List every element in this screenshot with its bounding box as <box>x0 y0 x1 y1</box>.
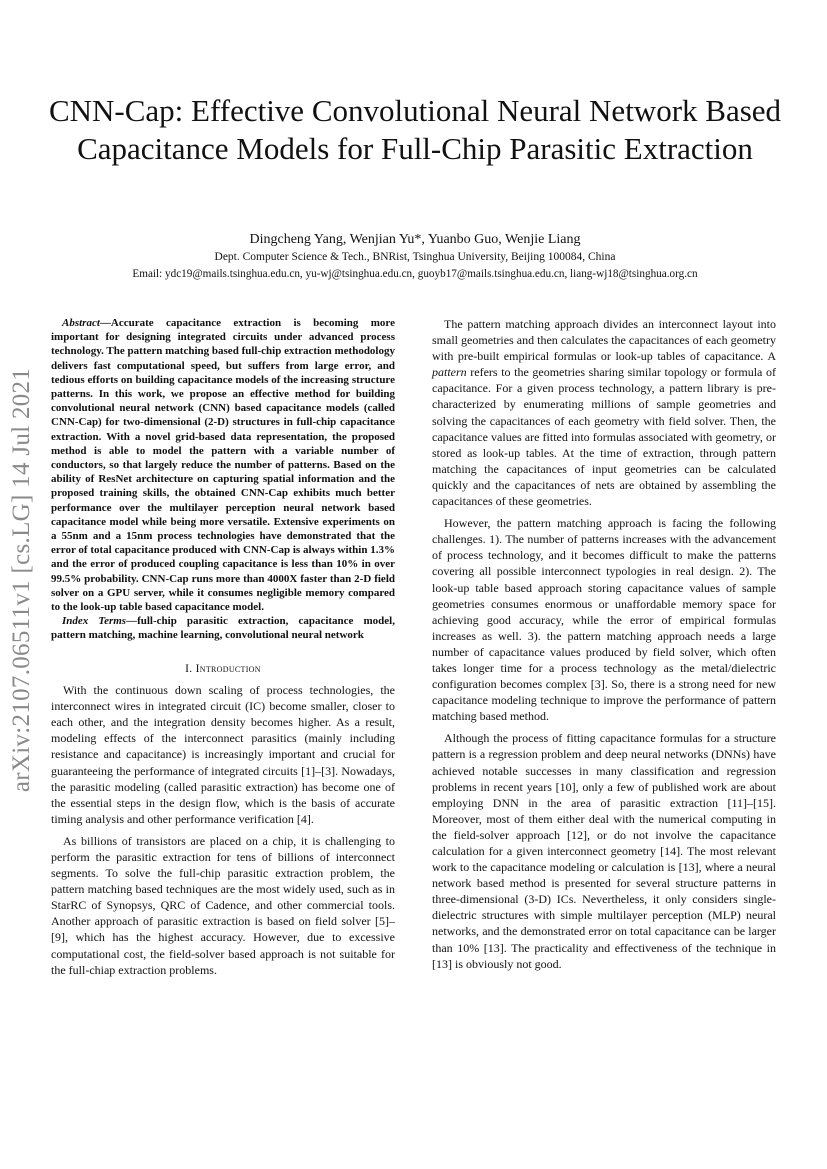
section-heading-introduction: I. Introduction <box>185 662 261 675</box>
pattern-emphasis: pattern <box>432 365 467 380</box>
left-column <box>51 316 395 1146</box>
arxiv-identifier: arXiv:2107.06511v1 [cs.LG] 14 Jul 2021 <box>8 367 35 793</box>
abstract-label: Abstract <box>62 317 100 329</box>
index-terms <box>51 614 395 642</box>
intro-paragraph-3: The pattern matching approach divides an interconnect layout into small geometries and then calculates the capacitances of each geometry with pre-built empirical formulas or look-up tables of capacitance. A pattern refers to the geometries sharing similar topology or formula of capacitance. For a given process technology, a pattern library is pre-characterized by enumerating millions of sample geometries and solving the capacitances of each geometry with field solver. Then, the capacitance values are fitted into formulas associated with geometry, or stored as look-up tables. At the time of extraction, through pattern matching the capacitances of input geometries can be calculated quickly and the capacitances of nets are obtained by assembling the capacitances of these geometries. <box>432 317 776 509</box>
paper-authors: Dingcheng Yang, Wenjian Yu*, Yuanbo Guo, Wenjie Liang <box>249 232 581 247</box>
paper-affiliation: Dept. Computer Science & Tech., BNRist, Tsinghua University, Beijing 100084, China <box>214 251 616 263</box>
intro-paragraph-5: Although the process of fitting capacitance formulas for a structure pattern is a regression problem and deep neural networks (DNNs) have achieved notable successes in many classification and regression problems in recent years [10], only a few of published work are about employing DNN in the area of parasitic extraction [11]–[15]. Moreover, most of them either deal with the numerical computing in the field-solver approach [12], or do not involve the capacitance calculation for a given interconnect geometry [14]. The most relevant work to the capacitance modeling or calculation is [13], where a neural network based method is presented for several structure patterns in three-dimensional (3-D) ICs. Nevertheless, it only considers single-dielectric structures with simple multilayer perception (MLP) neural networks, and the demonstrated error on total capacitance can be larger than 10% [13]. The practicality and effectiveness of the technique in [13] is obviously not good. <box>432 731 776 971</box>
abstract <box>51 316 395 614</box>
right-column <box>432 316 776 1146</box>
paper-title: CNN-Cap: Effective Convolutional Neural Network Based Capacitance Models for Full-Chip Parasitic Extraction <box>48 93 782 166</box>
intro-paragraph-4: However, the pattern matching approach is facing the following challenges. 1). The number of patterns increases with the advancement of process technology, and it becomes difficult to make the patterns covering all possible interconnect typologies in real design. 2). The look-up table based approach storing capacitance values of sample geometries consumes enormous or unaffordable memory space for achieving good accuracy, while the error of empirical formulas increases as well. 3). the pattern matching approach needs a large number of capacitance values produced by field solver, which often takes longer time for a process technology as the metal/dielectric configuration becomes complex [3]. So, there is a strong need for new capacitance modeling technique to improve the performance of pattern matching based method. <box>432 516 776 724</box>
index-terms-text: —full-chip parasitic extraction, capacitance model, pattern matching, machine learning, convolutional neural network <box>51 615 395 642</box>
paper-email: Email: ydc19@mails.tsinghua.edu.cn, yu-wj@tsinghua.edu.cn, guoyb17@mails.tsinghua.edu.cn, liang-wj18@tsinghua.org.cn <box>132 268 698 280</box>
index-terms-label: Index Terms <box>62 615 127 628</box>
arxiv-sidebar <box>2 250 42 910</box>
intro-paragraph-1: With the continuous down scaling of process technologies, the interconnect wires in integrated circuit (IC) become smaller, closer to each other, and the integration density becomes higher. As a result, modeling effects of the interconnect parasitics (mainly including resistance and capacitance) is increasingly important and crucial for guaranteeing the performance of integrated circuits [1]–[3]. Nowadays, the parasitic modeling (called parasitic extraction) has become one of the essential steps in the design flow, which is the basis of accurate timing analysis and other performance verification [4]. <box>51 683 395 826</box>
intro-paragraph-2: As billions of transistors are placed on a chip, it is challenging to perform the parasitic extraction for tens of billions of interconnect segments. To solve the full-chip parasitic extraction problem, the pattern matching based techniques are the most widely used, such as in StarRC of Synopsys, QRC of Cadence, and other commercial tools. Another approach of parasitic extraction is based on field solver [5]–[9], which has the highest accuracy. However, due to excessive computational cost, the field-solver based approach is not suitable for the full-chiap extraction problems. <box>51 833 395 977</box>
abstract-text: —Accurate capacitance extraction is becoming more important for designing integrated circuits under advanced process technology. The pattern matching based full-chip extraction methodology delivers fast computational speed, but suffers from large error, and tedious efforts on building capacitance models of the increasing structure patterns. In this work, we propose an effective method for building convolutional neural network (CNN) based capacitance models (called CNN-Cap) for two-dimensional (2-D) structures in full-chip capacitance extraction. With a novel grid-based data representation, the proposed method is able to model the pattern with a variable number of conductors, so that largely reduce the number of patterns. Based on the ability of ResNet architecture on capturing spatial information and the proposed training skills, the obtained CNN-Cap exhibits much better performance over the multilayer perception neural network based capacitance model while being more versatile. Extensive experiments on a 55nm and a 15nm process technologies have demonstrated that the error of total capacitance produced with CNN-Cap is always within 1.3% and the error of produced coupling capacitance is less than 10% in over 99.5% probability. CNN-Cap runs more than 4000X faster than 2-D field solver on a GPU server, while it consumes negligible memory compared to the look-up table based capacitance model. <box>51 317 395 614</box>
